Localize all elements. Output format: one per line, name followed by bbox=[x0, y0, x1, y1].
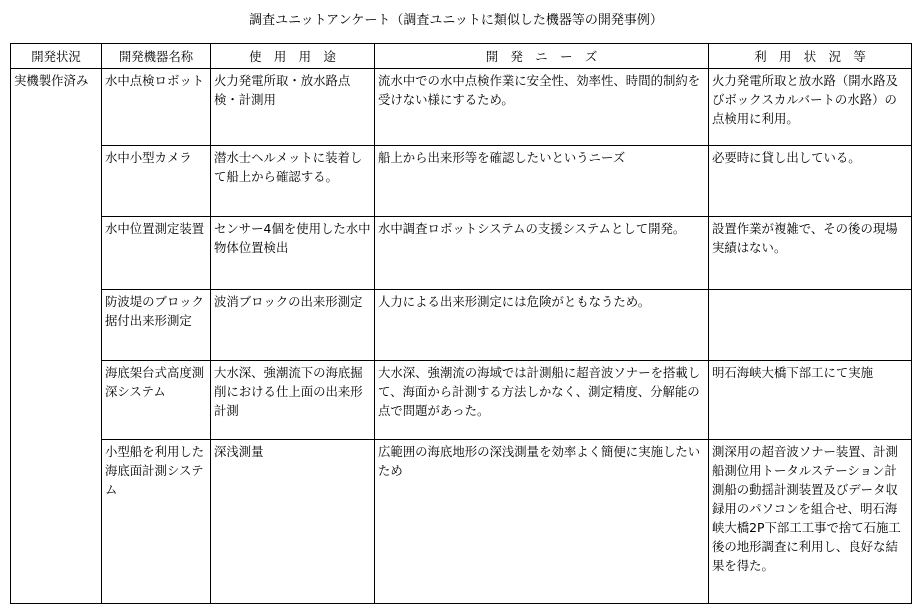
header-use: 使 用 用 途 bbox=[211, 44, 375, 69]
usage-cell: 火力発電所取と放水路（開水路及びボックスカルバートの水路）の点検用に利用。 bbox=[709, 69, 912, 146]
usage-cell: 測深用の超音波ソナー装置、計測船測位用トータルステーション計測船の動揺計測装置及びデータ収録用のパソコンを組合せ、明石海峡大橋2P下部工工事で捨て石施工後の地形調査に利用し、良好な結果を得た。 bbox=[709, 440, 912, 604]
table-row bbox=[11, 69, 912, 146]
use-cell: 波消ブロックの出来形測定 bbox=[211, 290, 375, 361]
page-title: 調査ユニットアンケート（調査ユニットに類似した機器等の開発事例） bbox=[249, 13, 663, 28]
device-name-cell: 小型船を利用した海底面計測システム bbox=[102, 440, 211, 604]
use-cell: 潜水士ヘルメットに装着して船上から確認する。 bbox=[211, 146, 375, 217]
table-row bbox=[11, 146, 912, 217]
table-row bbox=[11, 290, 912, 361]
table-row bbox=[11, 361, 912, 440]
needs-cell: 流水中での水中点検作業に安全性、効率性、時間的制約を受けない様にするため。 bbox=[375, 69, 709, 146]
device-name-cell: 水中小型カメラ bbox=[102, 146, 211, 217]
table-row bbox=[11, 217, 912, 290]
device-name-cell: 海底架台式高度測深システム bbox=[102, 361, 211, 440]
use-cell: 大水深、強潮流下の海底掘削における仕上面の出来形計測 bbox=[211, 361, 375, 440]
header-device-name: 開発機器名称 bbox=[102, 44, 211, 69]
device-name-cell: 水中点検ロボット bbox=[102, 69, 211, 146]
needs-cell: 広範囲の海底地形の深浅測量を効率よく簡便に実施したいため bbox=[375, 440, 709, 604]
device-name-cell: 水中位置測定装置 bbox=[102, 217, 211, 290]
usage-cell: 明石海峡大橋下部工にて実施 bbox=[709, 361, 912, 440]
header-usage: 利 用 状 況 等 bbox=[709, 44, 912, 69]
usage-cell: 必要時に貸し出している。 bbox=[709, 146, 912, 217]
use-cell: 深浅測量 bbox=[211, 440, 375, 604]
use-cell: 火力発電所取・放水路点検・計測用 bbox=[211, 69, 375, 146]
survey-table bbox=[10, 43, 912, 604]
header-status: 開発状況 bbox=[11, 44, 102, 69]
device-name-cell: 防波堤のブロック据付出来形測定 bbox=[102, 290, 211, 361]
usage-cell: 設置作業が複雑で、その後の現場実績はない。 bbox=[709, 217, 912, 290]
needs-cell: 船上から出来形等を確認したいというニーズ bbox=[375, 146, 709, 217]
table-row bbox=[11, 440, 912, 604]
header-needs: 開 発 ニ ー ズ bbox=[375, 44, 709, 69]
status-cell: 実機製作済み bbox=[11, 69, 102, 604]
needs-cell: 水中調査ロボットシステムの支援システムとして開発。 bbox=[375, 217, 709, 290]
header-row bbox=[11, 44, 912, 69]
usage-cell bbox=[709, 290, 912, 361]
needs-cell: 人力による出来形測定には危険がともなうため。 bbox=[375, 290, 709, 361]
needs-cell: 大水深、強潮流の海域では計測船に超音波ソナーを搭載して、海面から計測する方法しかなく、測定精度、分解能の点で問題があった。 bbox=[375, 361, 709, 440]
use-cell: センサー4個を使用した水中物体位置検出 bbox=[211, 217, 375, 290]
